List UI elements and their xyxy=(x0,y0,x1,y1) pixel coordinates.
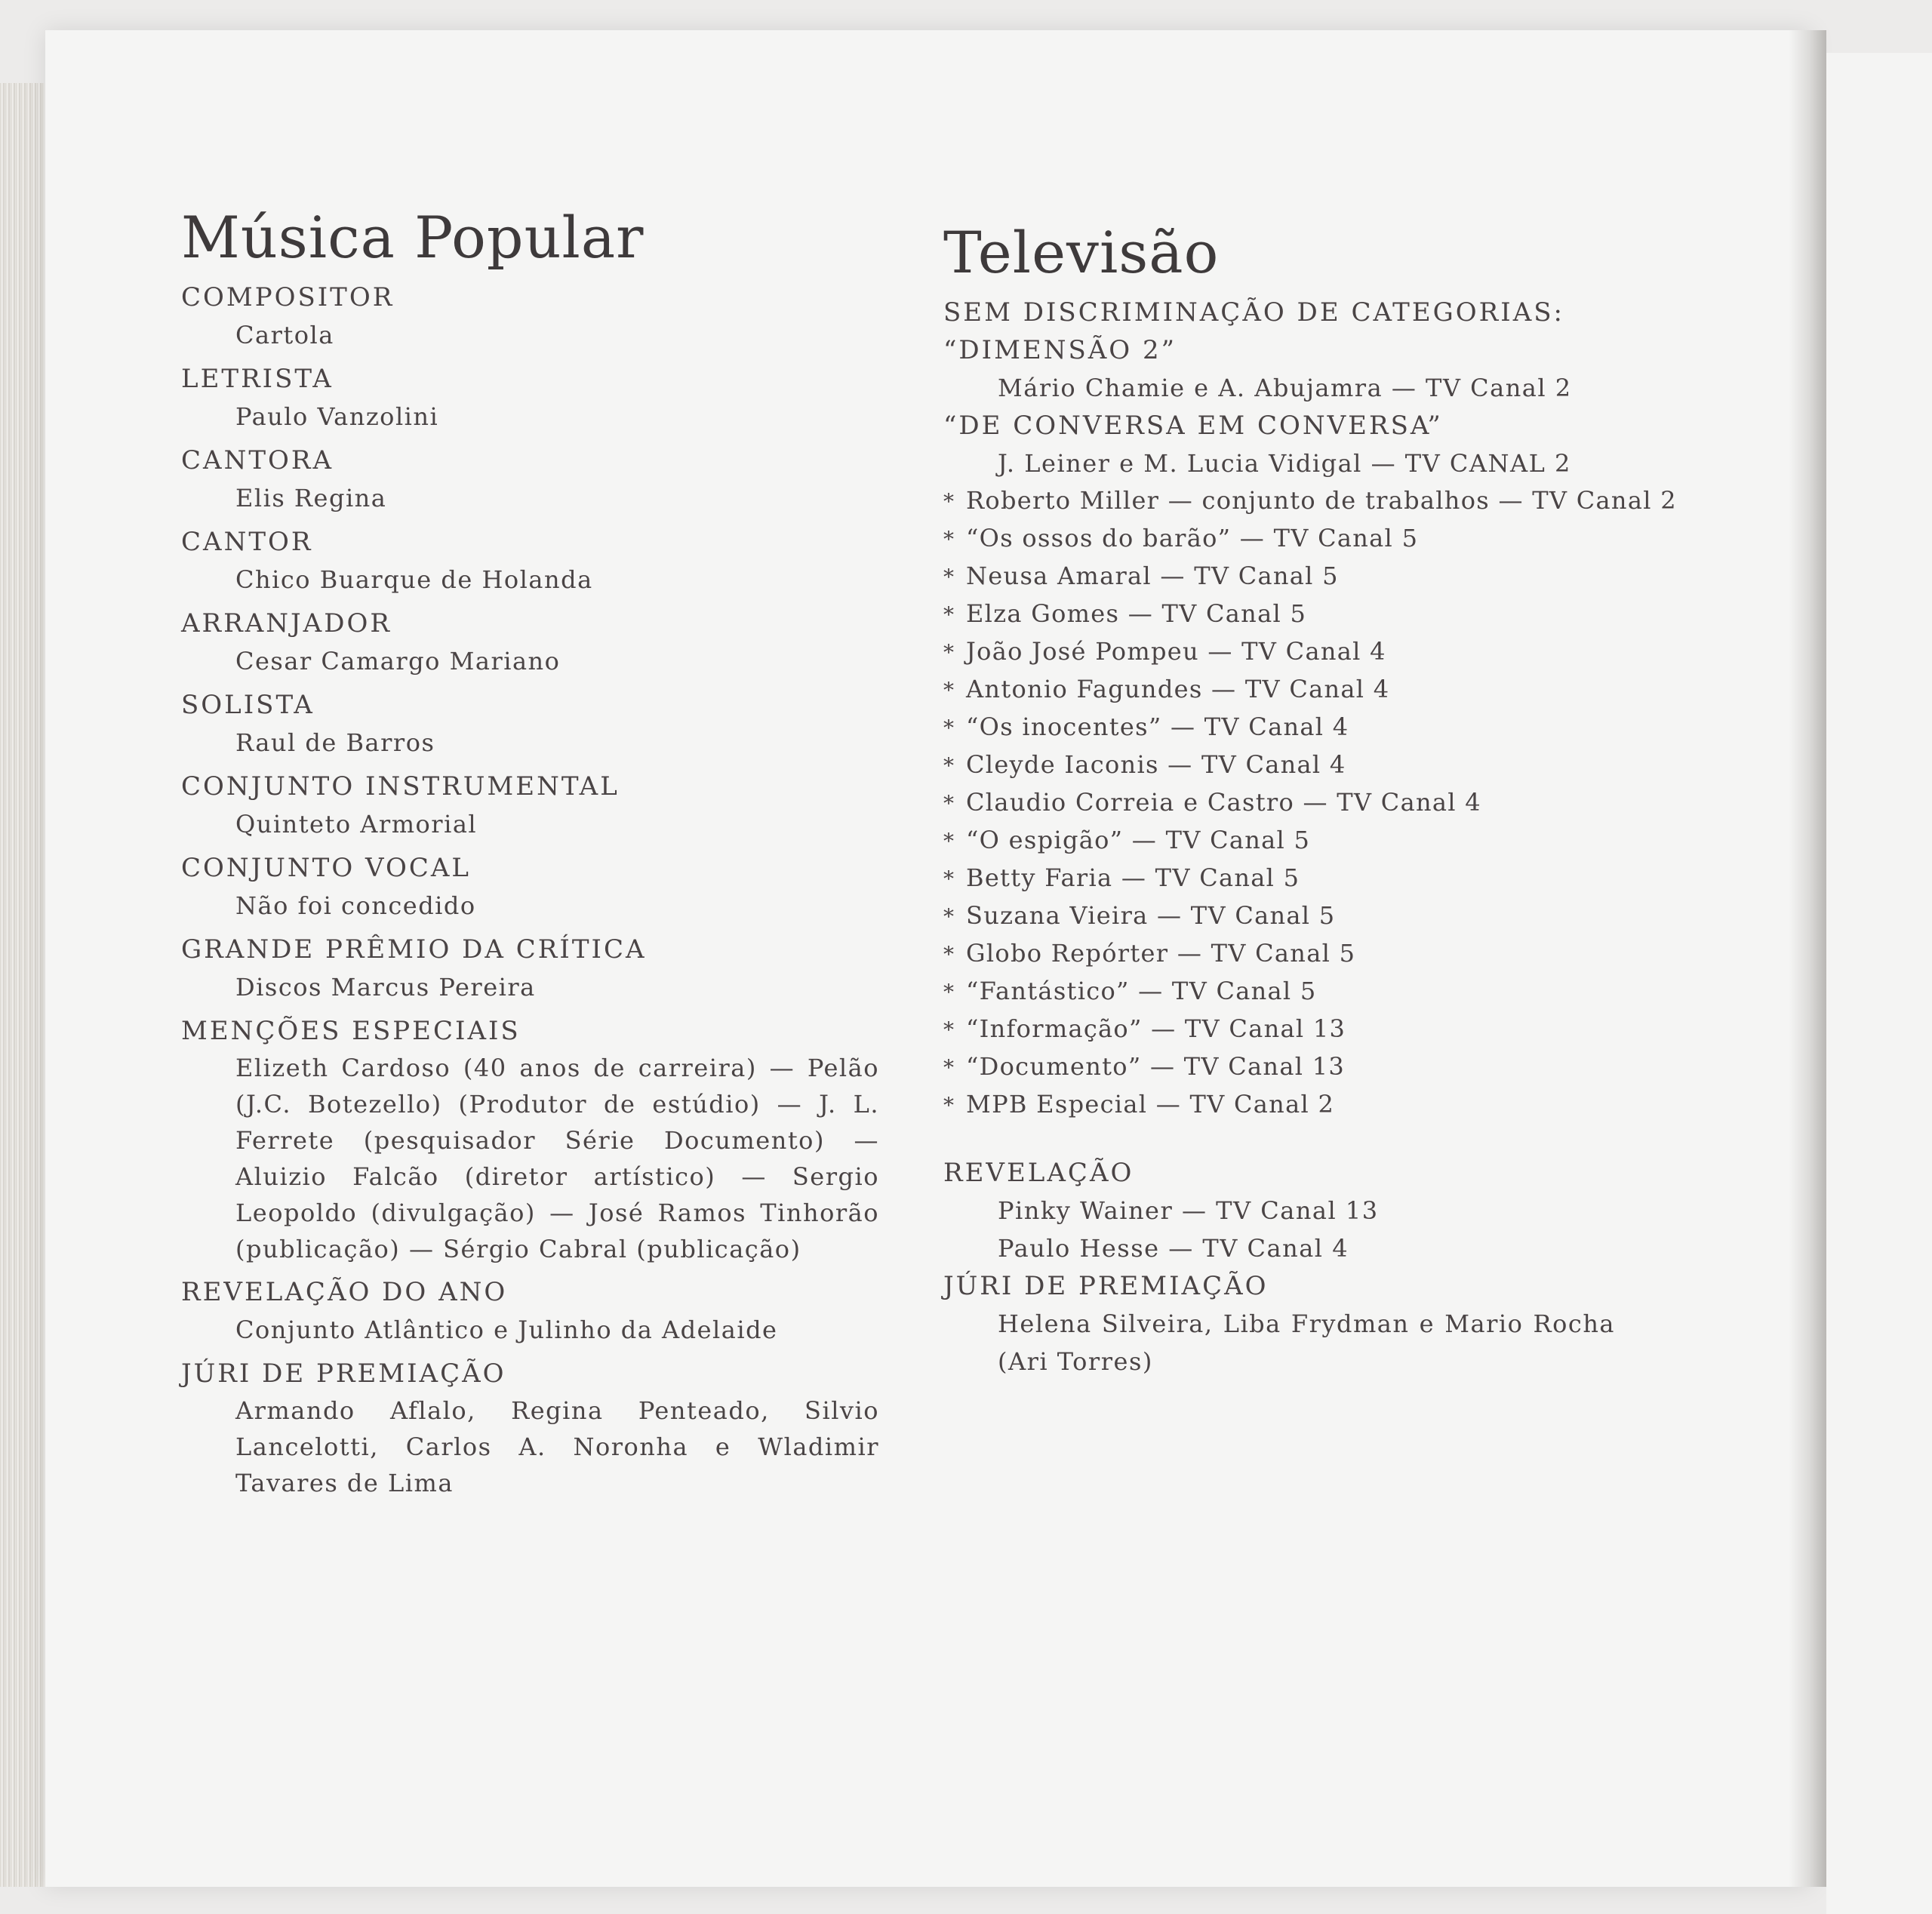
list-item xyxy=(943,633,1615,671)
asterisk-icon: * xyxy=(943,602,955,627)
asterisk-icon: * xyxy=(943,489,955,514)
list-item-text: “Fantástico” — TV Canal 5 xyxy=(966,977,1317,1005)
asterisk-icon: * xyxy=(943,527,955,552)
list-item xyxy=(943,897,1615,935)
musica-category-heading: CONJUNTO INSTRUMENTAL xyxy=(181,771,620,802)
asterisk-icon: * xyxy=(943,980,955,1005)
list-item-text: Betty Faria — TV Canal 5 xyxy=(966,863,1300,892)
musica-category-heading: REVELAÇÃO DO ANO xyxy=(181,1277,508,1307)
list-item xyxy=(943,746,1615,784)
list-item xyxy=(943,520,1615,558)
asterisk-icon: * xyxy=(943,715,955,740)
list-item xyxy=(943,784,1615,822)
musica-sections xyxy=(181,278,879,1501)
asterisk-icon: * xyxy=(943,565,955,589)
tv-program-winners: J. Leiner e M. Lucia Vidigal — TV CANAL 2 xyxy=(998,449,1571,478)
tv-program-heading: “DE CONVERSA EM CONVERSA” xyxy=(943,411,1443,441)
list-item xyxy=(943,558,1615,595)
musica-category-winner: Elis Regina xyxy=(235,484,387,512)
asterisk-icon: * xyxy=(943,866,955,891)
list-item-text: Suzana Vieira — TV Canal 5 xyxy=(966,901,1336,930)
list-item xyxy=(943,709,1615,746)
asterisk-icon: * xyxy=(943,1093,955,1118)
list-item-text: Antonio Fagundes — TV Canal 4 xyxy=(966,675,1390,703)
list-item-text: Claudio Correia e Castro — TV Canal 4 xyxy=(966,788,1481,817)
musica-category-winner: Quinteto Armorial xyxy=(235,810,478,839)
musica-category-heading: CANTORA xyxy=(181,445,334,475)
musica-popular-title: Música Popular xyxy=(181,204,645,271)
list-item xyxy=(943,822,1615,860)
asterisk-icon: * xyxy=(943,942,955,967)
tv-program-winners: Mário Chamie e A. Abujamra — TV Canal 2 xyxy=(998,374,1572,402)
musica-category-winner: Cartola xyxy=(235,321,334,349)
musica-category-heading: COMPOSITOR xyxy=(181,282,395,312)
televisao-title: Televisão xyxy=(943,219,1220,286)
list-item-text: João José Pompeu — TV Canal 4 xyxy=(966,637,1386,666)
revelacao-list xyxy=(943,1192,1615,1267)
musica-category-heading: ARRANJADOR xyxy=(181,608,392,639)
book-gutter xyxy=(1789,30,1826,1887)
list-item xyxy=(943,1048,1615,1086)
list-item-text: “Os inocentes” — TV Canal 4 xyxy=(966,712,1349,741)
list-item xyxy=(943,935,1615,973)
list-item-text: MPB Especial — TV Canal 2 xyxy=(966,1090,1335,1119)
list-item xyxy=(943,973,1615,1011)
juri-heading: JÚRI DE PREMIAÇÃO xyxy=(943,1271,1269,1301)
musica-category-heading: MENÇÕES ESPECIAIS xyxy=(181,1016,521,1046)
asterisk-icon: * xyxy=(943,640,955,665)
tv-program-heading: “DIMENSÃO 2” xyxy=(943,335,1177,365)
televisao-column xyxy=(943,219,1677,1380)
list-item xyxy=(943,595,1615,633)
musica-category-heading: SOLISTA xyxy=(181,690,315,720)
list-item-text: Roberto Miller — conjunto de trabalhos — TV Canal 2 xyxy=(966,486,1677,515)
list-item xyxy=(943,671,1615,709)
tv-award-list xyxy=(943,482,1677,1124)
list-item-text: “Informação” — TV Canal 13 xyxy=(966,1014,1346,1043)
musica-popular-column xyxy=(181,204,879,1501)
list-item-text: Cleyde Iaconis — TV Canal 4 xyxy=(966,750,1346,779)
asterisk-icon: * xyxy=(943,1017,955,1042)
list-item-text: “Documento” — TV Canal 13 xyxy=(966,1052,1346,1081)
list-item xyxy=(943,860,1615,897)
juri-members: Helena Silveira, Liba Frydman e Mario Rocha (Ari Torres) xyxy=(998,1309,1615,1376)
list-item xyxy=(943,1086,1615,1124)
revelacao-winner: Pinky Wainer — TV Canal 13 xyxy=(998,1196,1379,1225)
musica-category-heading: CANTOR xyxy=(181,527,313,557)
list-item-text: “O espigão” — TV Canal 5 xyxy=(966,826,1311,854)
musica-category-winner: Chico Buarque de Holanda xyxy=(235,565,593,594)
musica-category-winner: Conjunto Atlântico e Julinho da Adelaide xyxy=(235,1315,778,1344)
musica-category-heading: LETRISTA xyxy=(181,364,334,394)
facing-page xyxy=(1826,53,1932,1914)
list-item-text: “Os ossos do barão” — TV Canal 5 xyxy=(966,524,1419,552)
asterisk-icon: * xyxy=(943,829,955,854)
asterisk-icon: * xyxy=(943,791,955,816)
tv-programs xyxy=(943,331,1615,482)
list-item-text: Neusa Amaral — TV Canal 5 xyxy=(966,562,1339,590)
musica-category-winner: Raul de Barros xyxy=(235,728,435,757)
section-spacer xyxy=(943,1124,1615,1154)
revelacao-heading: REVELAÇÃO xyxy=(943,1158,1134,1188)
asterisk-icon: * xyxy=(943,678,955,703)
televisao-intro: SEM DISCRIMINAÇÃO DE CATEGORIAS: xyxy=(943,297,1565,328)
list-item xyxy=(943,482,1677,520)
musica-category-winner: Não foi concedido xyxy=(235,891,476,920)
musica-category-winner: Armando Aflalo, Regina Penteado, Silvio Lancelotti, Carlos A. Noronha e Wladimir Tavares de Lima xyxy=(235,1396,879,1497)
musica-category-winner: Discos Marcus Pereira xyxy=(235,973,536,1002)
revelacao-winner: Paulo Hesse — TV Canal 4 xyxy=(998,1234,1349,1263)
list-item xyxy=(943,1011,1615,1048)
asterisk-icon: * xyxy=(943,1055,955,1080)
asterisk-icon: * xyxy=(943,904,955,929)
musica-category-heading: GRANDE PRÊMIO DA CRÍTICA xyxy=(181,934,647,965)
musica-category-winner: Cesar Camargo Mariano xyxy=(235,647,561,675)
musica-category-winner: Paulo Vanzolini xyxy=(235,402,439,431)
list-item-text: Globo Repórter — TV Canal 5 xyxy=(966,939,1356,968)
musica-category-heading: JÚRI DE PREMIAÇÃO xyxy=(181,1359,506,1389)
list-item-text: Elza Gomes — TV Canal 5 xyxy=(966,599,1307,628)
musica-category-heading: CONJUNTO VOCAL xyxy=(181,853,472,883)
asterisk-icon: * xyxy=(943,753,955,778)
musica-category-winner: Elizeth Cardoso (40 anos de carreira) — Pelão (J.C. Botezello) (Produtor de estúdio) — J. L. Ferrete (pesquisador Série Documento) — Aluizio Falcão (diretor artístico) — Sergio Leopoldo (divulgação) — José Ramos Tinhorão (publicação) — Sérgio Cabral (publicação) xyxy=(235,1054,879,1263)
